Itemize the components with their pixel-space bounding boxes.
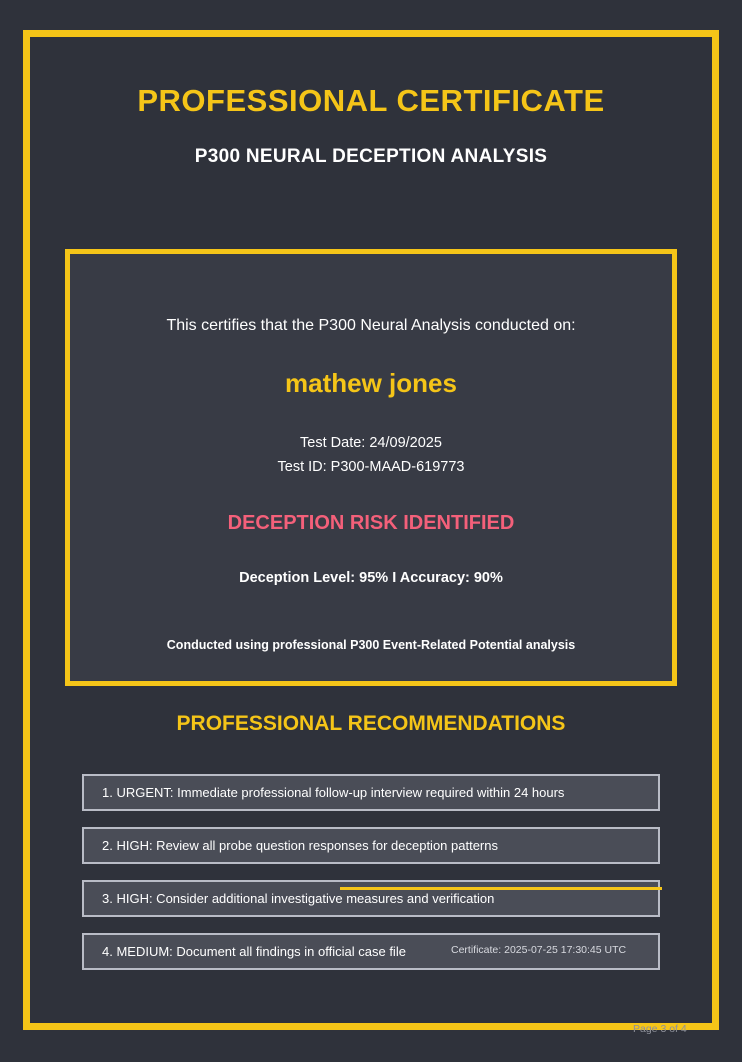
list-item: 1. URGENT: Immediate professional follow-up interview required within 24 hours (82, 774, 660, 811)
test-date: Test Date: 24/09/2025 (300, 435, 442, 451)
certificate-timestamp: Certificate: 2025-07-25 17:30:45 UTC (451, 944, 627, 956)
certifies-statement: This certifies that the P300 Neural Analysis conducted on: (166, 317, 576, 334)
list-item: 4. MEDIUM: Document all findings in official case file (82, 933, 660, 970)
certification-panel (65, 249, 677, 686)
status-badge: DECEPTION RISK IDENTIFIED (227, 511, 515, 534)
methodology-note: Conducted using professional P300 Event-Related Potential analysis (166, 637, 576, 652)
list-item: 2. HIGH: Review all probe question responses for deception patterns (82, 827, 660, 864)
page-number: Page 3 of 4 (633, 1023, 687, 1035)
certificate-content (30, 38, 712, 1035)
page-subtitle: P300 NEURAL DECEPTION ANALYSIS (194, 146, 548, 167)
recommendations-heading: PROFESSIONAL RECOMMENDATIONS (176, 712, 566, 735)
test-metadata (70, 432, 672, 480)
list-item: 3. HIGH: Consider additional investigative measures and verification (82, 880, 660, 917)
deception-levels: Deception Level: 95% I Accuracy: 90% (239, 569, 503, 586)
test-id: Test ID: P300-MAAD-619773 (277, 458, 465, 475)
accent-divider (340, 887, 662, 890)
page-title: PROFESSIONAL CERTIFICATE (137, 83, 605, 118)
subject-name: mathew jones (285, 368, 457, 398)
